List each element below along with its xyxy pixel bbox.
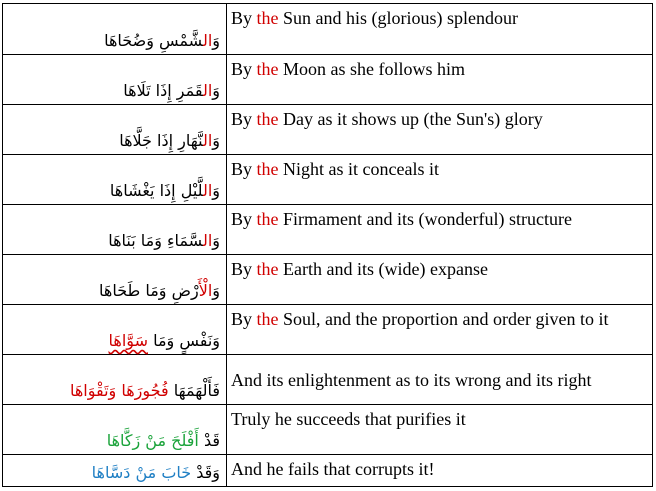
- english-translation-cell: By the Earth and its (wide) expanse: [227, 255, 653, 305]
- highlighted-english-text: the: [256, 209, 279, 229]
- english-translation-cell: By the Day as it shows up (the Sun's) glory: [227, 105, 653, 155]
- highlighted-english-text: the: [256, 59, 279, 79]
- arabic-verse-cell: وَنَفْسٍ وَمَا سَوَّاهَا: [3, 305, 227, 355]
- highlighted-arabic-text: ال: [202, 131, 213, 150]
- arabic-verse-cell: وَالنَّهَارِ إِذَا جَلَّاهَا: [3, 105, 227, 155]
- english-translation-cell: And its enlightenment as to its wrong and its right: [227, 355, 653, 405]
- english-translation-cell: Truly he succeeds that purifies it: [227, 405, 653, 455]
- table-row: [3, 255, 653, 305]
- highlighted-english-text: the: [256, 8, 279, 28]
- highlighted-arabic-text: ال: [202, 31, 213, 50]
- arabic-verse-cell: وَالقَمَرِ إِذَا تَلَاهَا: [3, 55, 227, 105]
- arabic-verse-cell: فَأَلْهَمَهَا فُجُورَهَا وَتَقْوَاهَا: [3, 355, 227, 405]
- highlighted-arabic-text: الْ: [198, 281, 213, 300]
- table-row: [3, 355, 653, 405]
- arabic-verse-cell: قَدْ أَفْلَحَ مَنْ زَكَّاهَا: [3, 405, 227, 455]
- highlighted-arabic-text: ال: [202, 231, 213, 250]
- table-row: [3, 455, 653, 487]
- english-translation-cell: By the Sun and his (glorious) splendour: [227, 4, 653, 55]
- highlighted-arabic-text: فُجُورَهَا وَتَقْوَاهَا: [69, 381, 169, 400]
- highlighted-arabic-text: خَابَ مَنْ دَسَّاهَا: [91, 463, 192, 482]
- arabic-verse-cell: وَقَدْ خَابَ مَنْ دَسَّاهَا: [3, 455, 227, 487]
- english-translation-cell: And he fails that corrupts it!: [227, 455, 653, 487]
- table-row: [3, 105, 653, 155]
- arabic-verse-cell: وَالْأَرْضِ وَمَا طَحَاهَا: [3, 255, 227, 305]
- english-translation-cell: By the Moon as she follows him: [227, 55, 653, 105]
- arabic-verse-cell: وَالسَّمَاءِ وَمَا بَنَاهَا: [3, 205, 227, 255]
- english-translation-cell: By the Firmament and its (wonderful) structure: [227, 205, 653, 255]
- table-row: [3, 4, 653, 55]
- arabic-verse-cell: وَالشَّمْسِ وَضُحَاهَا: [3, 4, 227, 55]
- table-row: [3, 155, 653, 205]
- highlighted-english-text: the: [256, 159, 279, 179]
- highlighted-english-text: the: [256, 309, 279, 329]
- highlighted-arabic-text: أَفْلَحَ مَنْ زَكَّاهَا: [106, 431, 199, 450]
- highlighted-arabic-text: سَوَّاهَا: [108, 331, 148, 350]
- table-row: [3, 305, 653, 355]
- highlighted-english-text: the: [256, 259, 279, 279]
- arabic-verse-cell: وَاللَّيْلِ إِذَا يَغْشَاهَا: [3, 155, 227, 205]
- highlighted-arabic-text: ال: [202, 81, 213, 100]
- english-translation-cell: By the Soul, and the proportion and order given to it: [227, 305, 653, 355]
- english-translation-cell: By the Night as it conceals it: [227, 155, 653, 205]
- table-row: [3, 405, 653, 455]
- verse-translation-table: [2, 3, 653, 487]
- highlighted-arabic-text: ال: [202, 181, 213, 200]
- table-row: [3, 55, 653, 105]
- highlighted-english-text: the: [256, 109, 279, 129]
- table-row: [3, 205, 653, 255]
